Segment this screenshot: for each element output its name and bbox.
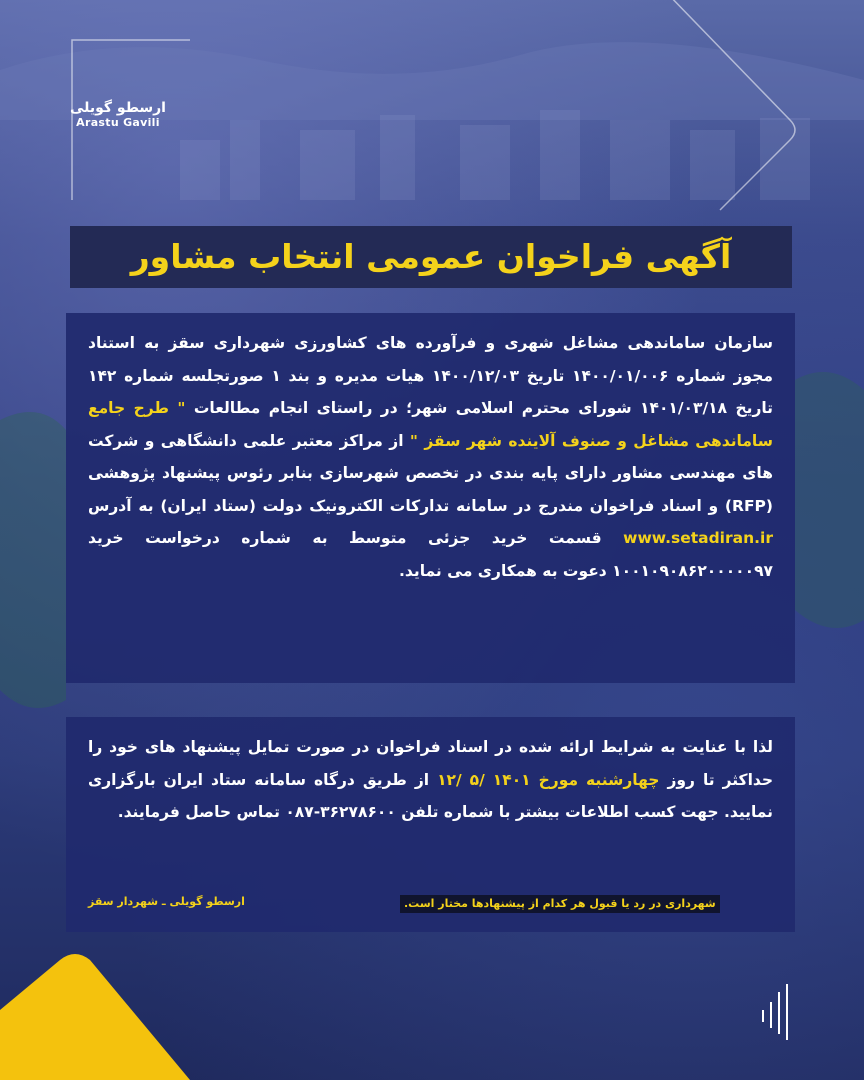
brand-name-en: Arastu Gavili: [76, 116, 160, 129]
paragraph-1-text-a: سازمان ساماندهی مشاغل شهری و فرآورده های کشاورزی شهرداری سقز به استناد مجوز شماره ۱۴۰۰/۰۱/۰۰۶ تاریخ ۱۴۰۰/۱۲/۰۳ هیات مدیره و بند ۱ صورتجلسه شماره ۱۴۲ تاریخ ۱۴۰۱/۰۳/۱۸ شورای محترم اسلامی شهر؛ در راستای انجام مطالعات: [88, 334, 774, 417]
paragraph-1-text-c: قسمت خرید جزئی متوسط به شماره درخواست خرید ۱۰۰۱۰۹۰۸۶۲۰۰۰۰۰۹۷ دعوت به همکاری می نماید.: [88, 529, 773, 580]
paragraph-2-text-a: لذا با عنایت به شرایط ارائه شده در اسناد فراخوان در صورت تمایل پیشنهاد های خود را حداکثر تا روز: [88, 738, 774, 789]
signature: ارسطو گویلی ـ شهردار سقز: [88, 895, 245, 908]
deadline-highlight: چهارشنبه مورخ ۱۴۰۱ /۵ /۱۲: [437, 770, 660, 789]
page-title: آگهی فراخوان عمومی انتخاب مشاور: [70, 226, 792, 288]
disclaimer-note: شهرداری در رد یا قبول هر کدام از پیشنهادها مختار است.: [400, 895, 720, 913]
setadiran-link[interactable]: www.setadiran.ir: [623, 529, 773, 547]
project-title-highlight: " طرح جامع ساماندهی مشاغل و صنوف آلاینده شهر سقز ": [88, 399, 773, 450]
announcement-paragraph-1: [66, 313, 795, 683]
paragraph-1-text-b: از مراکز معتبر علمی دانشگاهی و شرکت های مهندسی مشاور دارای پایه بندی در تخصص شهرسازی بنابر رئوس پیشنهاد پژوهشی (RFP) و اسناد فراخوان مندرج در سامانه تدارکات الکترونیک دولت (ستاد ایران) به آدرس: [88, 431, 773, 515]
sound-bars-icon: [760, 982, 796, 1042]
brand-logo: [70, 100, 166, 129]
brand-name-fa: ارسطو گویلی: [70, 100, 166, 116]
paragraph-2-text-b: از طریق درگاه سامانه ستاد ایران بارگزاری نمایید. جهت کسب اطلاعات بیشتر با شماره تلفن ۳۶۲۷۸۶۰۰-۰۸۷ تماس حاصل فرمایند.: [88, 770, 773, 821]
